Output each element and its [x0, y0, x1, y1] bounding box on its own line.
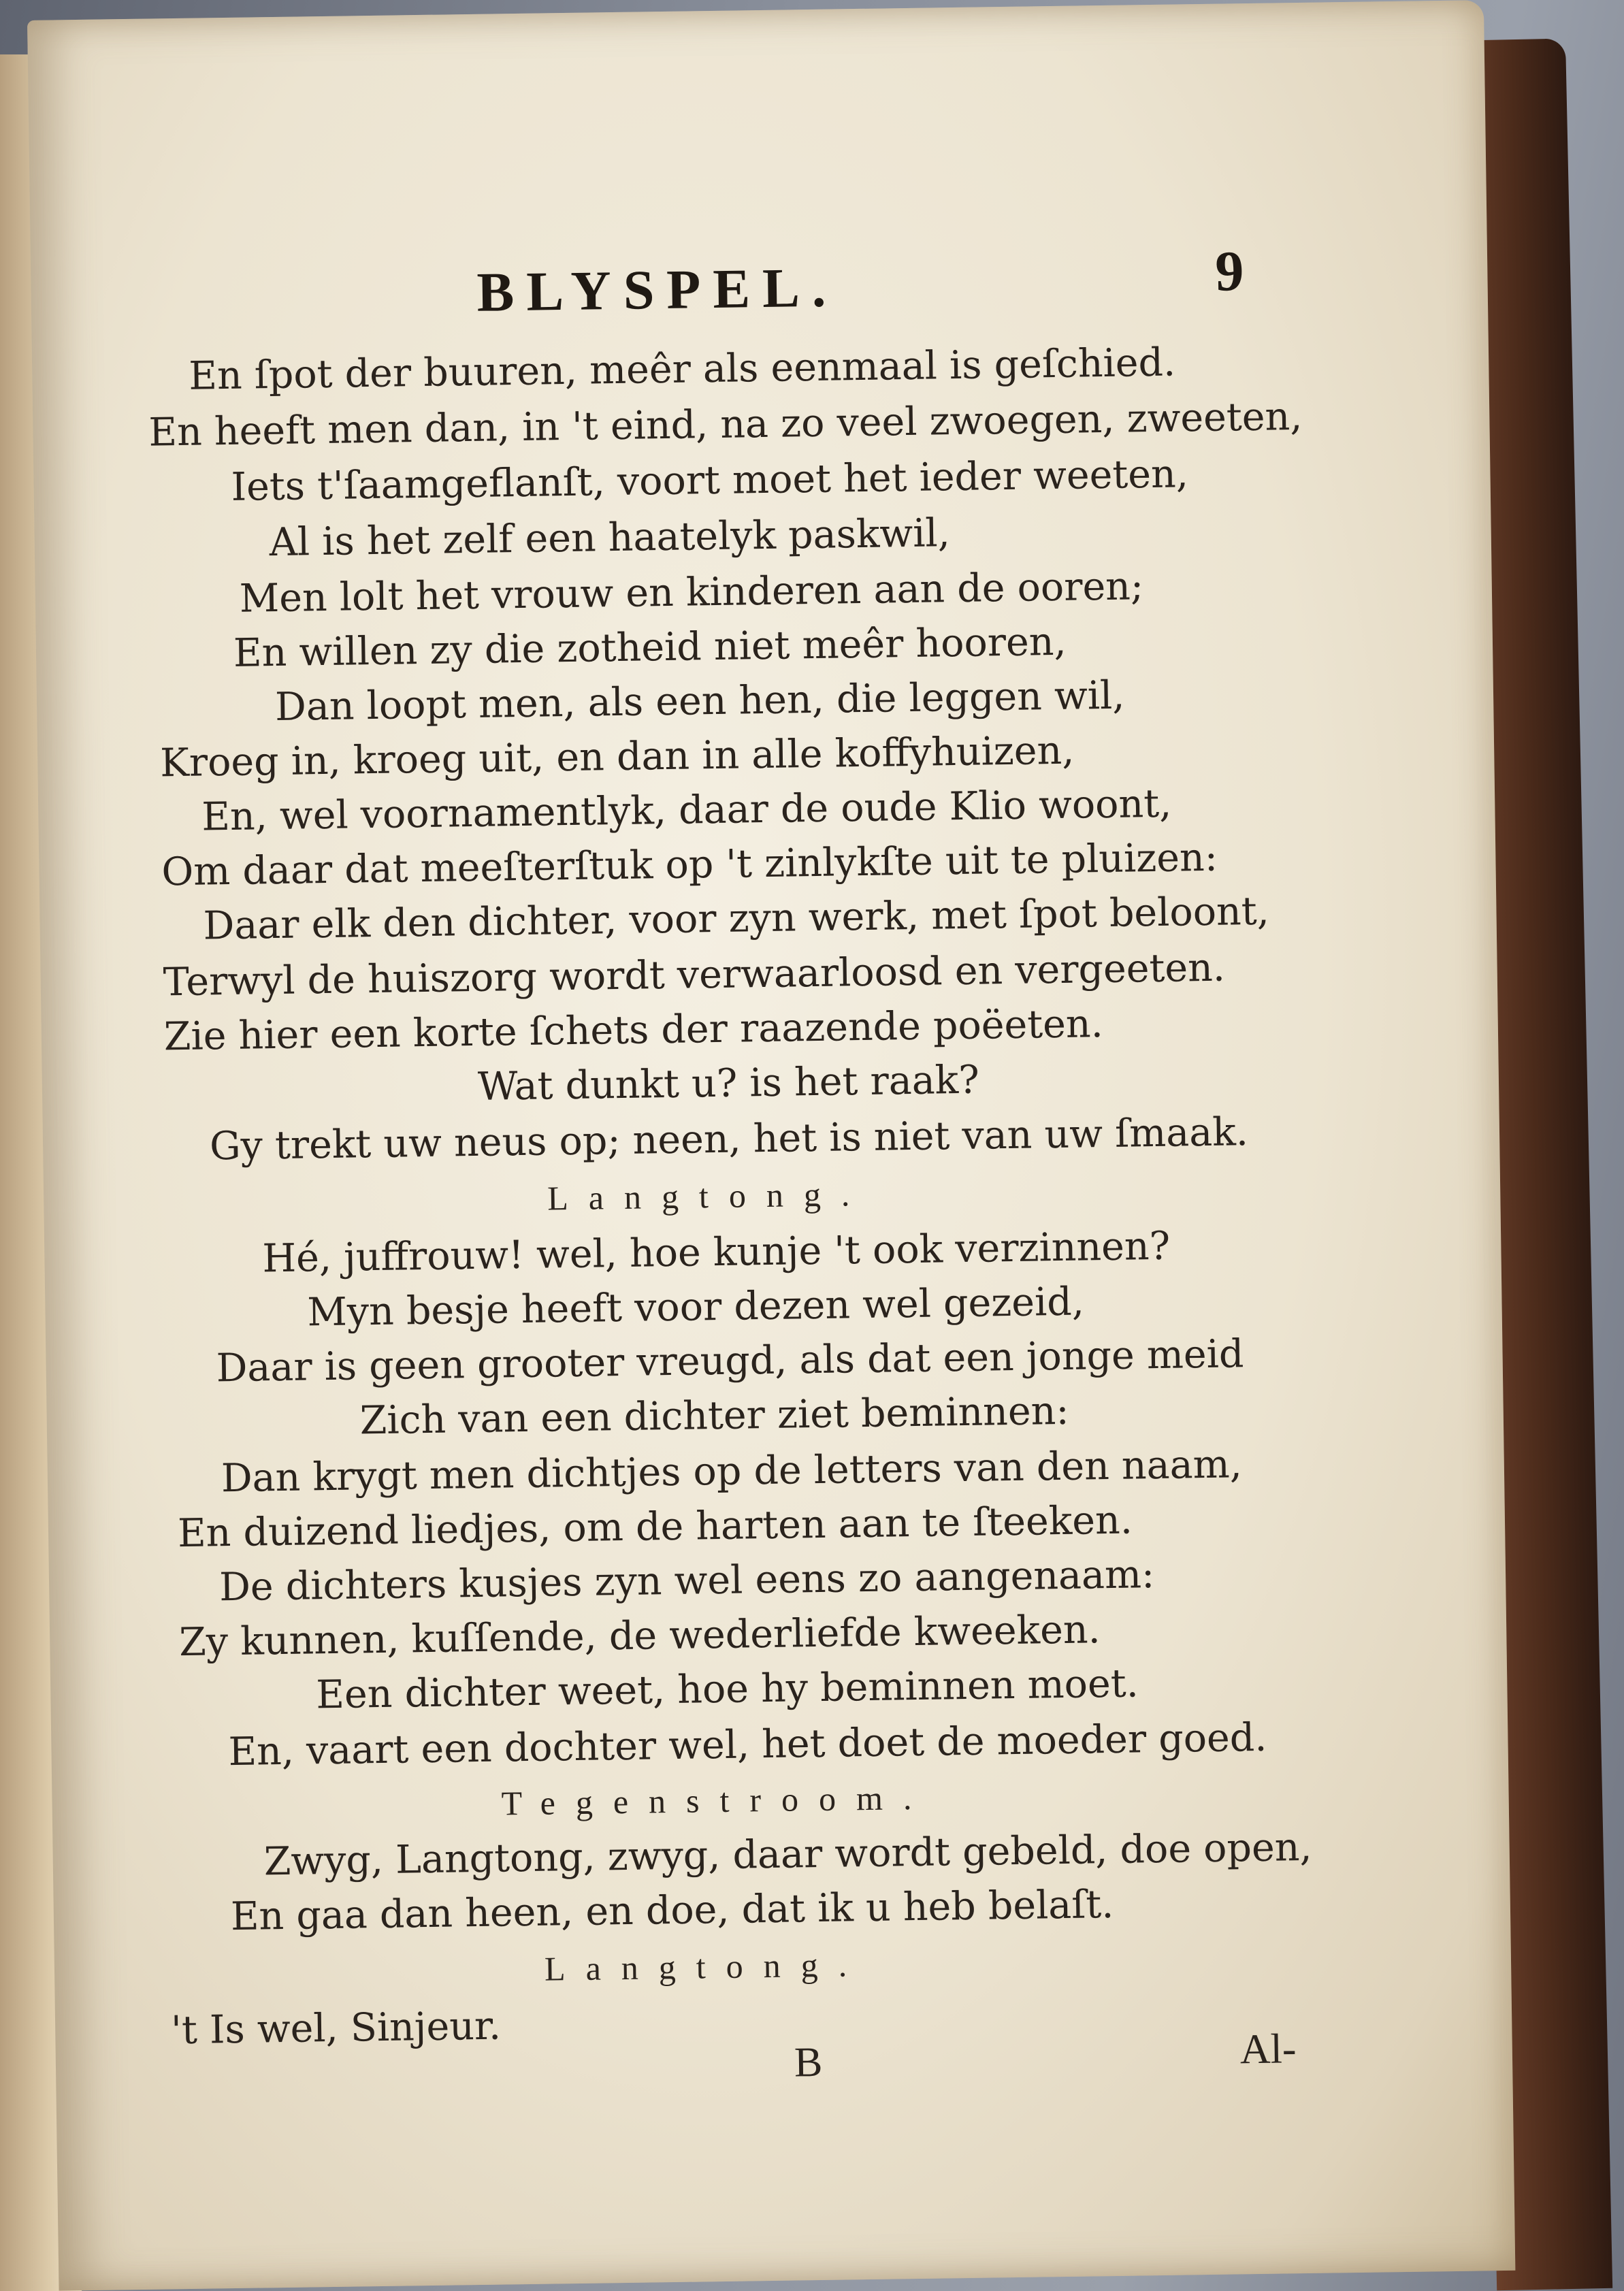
verse-line: En willen zy die zotheid niet meêr hooren, [233, 619, 1067, 676]
speaker-name: Langtong. [544, 1945, 868, 1988]
verse-line: En gaa dan heen, en doe, dat ik u heb belaſt. [230, 1881, 1114, 1940]
verse-line: Daar is geen grooter vreugd, als dat een jonge meid [216, 1331, 1244, 1391]
verse-line: Dan krygt men dichtjes op de letters van den naam, [221, 1442, 1243, 1501]
verse-line: De dichters kusjes zyn wel eens zo aangenaam: [218, 1552, 1155, 1610]
verse-line: En, vaart een dochter wel, het doet de moeder goed. [228, 1715, 1267, 1775]
speaker-name: Langtong. [547, 1174, 871, 1218]
verse-line: Gy trekt uw neus op; neen, het is niet van uw ſmaak. [209, 1109, 1249, 1169]
verse-line: Iets t'ſaamgeflanſt, voort moet het ieder weeten, [231, 451, 1189, 510]
verse-line: Een dichter weet, hoe hy beminnen moet. [315, 1661, 1139, 1718]
verse-line: Zwyg, Langtong, zwyg, daar wordt gebeld, doe open, [263, 1824, 1312, 1885]
verse-line: En duizend liedjes, om de harten aan te ſteeken. [177, 1497, 1133, 1557]
verse-line: Daar elk den dichter, voor zyn werk, met ſpot beloont, [203, 888, 1270, 949]
verse-line: Men lolt het vrouw en kinderen aan de ooren; [239, 564, 1144, 621]
speaker-name: Tegenstroom. [501, 1778, 932, 1823]
verse-line: En heeft men dan, in 't eind, na zo veel zwoegen, zweeten, [148, 393, 1303, 455]
signature-mark: B [794, 2038, 823, 2086]
verse-line: Wat dunkt u? is het raak? [477, 1057, 980, 1109]
catchword: Al- [1239, 2026, 1297, 2073]
running-title: BLYSPEL. [476, 256, 839, 323]
verse-line: Terwyl de huiszorg wordt verwaarloosd en vergeeten. [163, 945, 1226, 1005]
verse-line: Zich van een dichter ziet beminnen: [359, 1388, 1069, 1444]
verse-line: Myn besje heeft voor dezen wel gezeid, [307, 1279, 1085, 1335]
verse-line: Dan loopt men, als een hen, die leggen wil, [274, 672, 1125, 730]
verse-line: Zie hier een korte ſchets der raazende poëeten. [163, 1001, 1104, 1060]
book-page [27, 0, 1515, 2291]
verse-line: Kroeg in, kroeg uit, en dan in alle koffyhuizen, [159, 728, 1075, 786]
page-number: 9 [1214, 240, 1244, 304]
verse-line: En ſpot der buuren, meêr als eenmaal is geſchied. [188, 340, 1176, 399]
verse-line: 't Is wel, Sinjeur. [170, 2003, 502, 2053]
verse-line: En, wel voornamentlyk, daar de oude Klio woont, [201, 781, 1172, 840]
verse-line: Al is het zelf een haatelyk paskwil, [269, 510, 951, 566]
verse-line: Zy kunnen, kuſſende, de wederliefde kweeken. [178, 1607, 1101, 1666]
verse-line: Om daar dat meeſterſtuk op 't zinlykſte uit te pluizen: [161, 834, 1218, 895]
verse-line: Hé, juffrouw! wel, hoe kunje 't ook verzinnen? [261, 1223, 1171, 1282]
